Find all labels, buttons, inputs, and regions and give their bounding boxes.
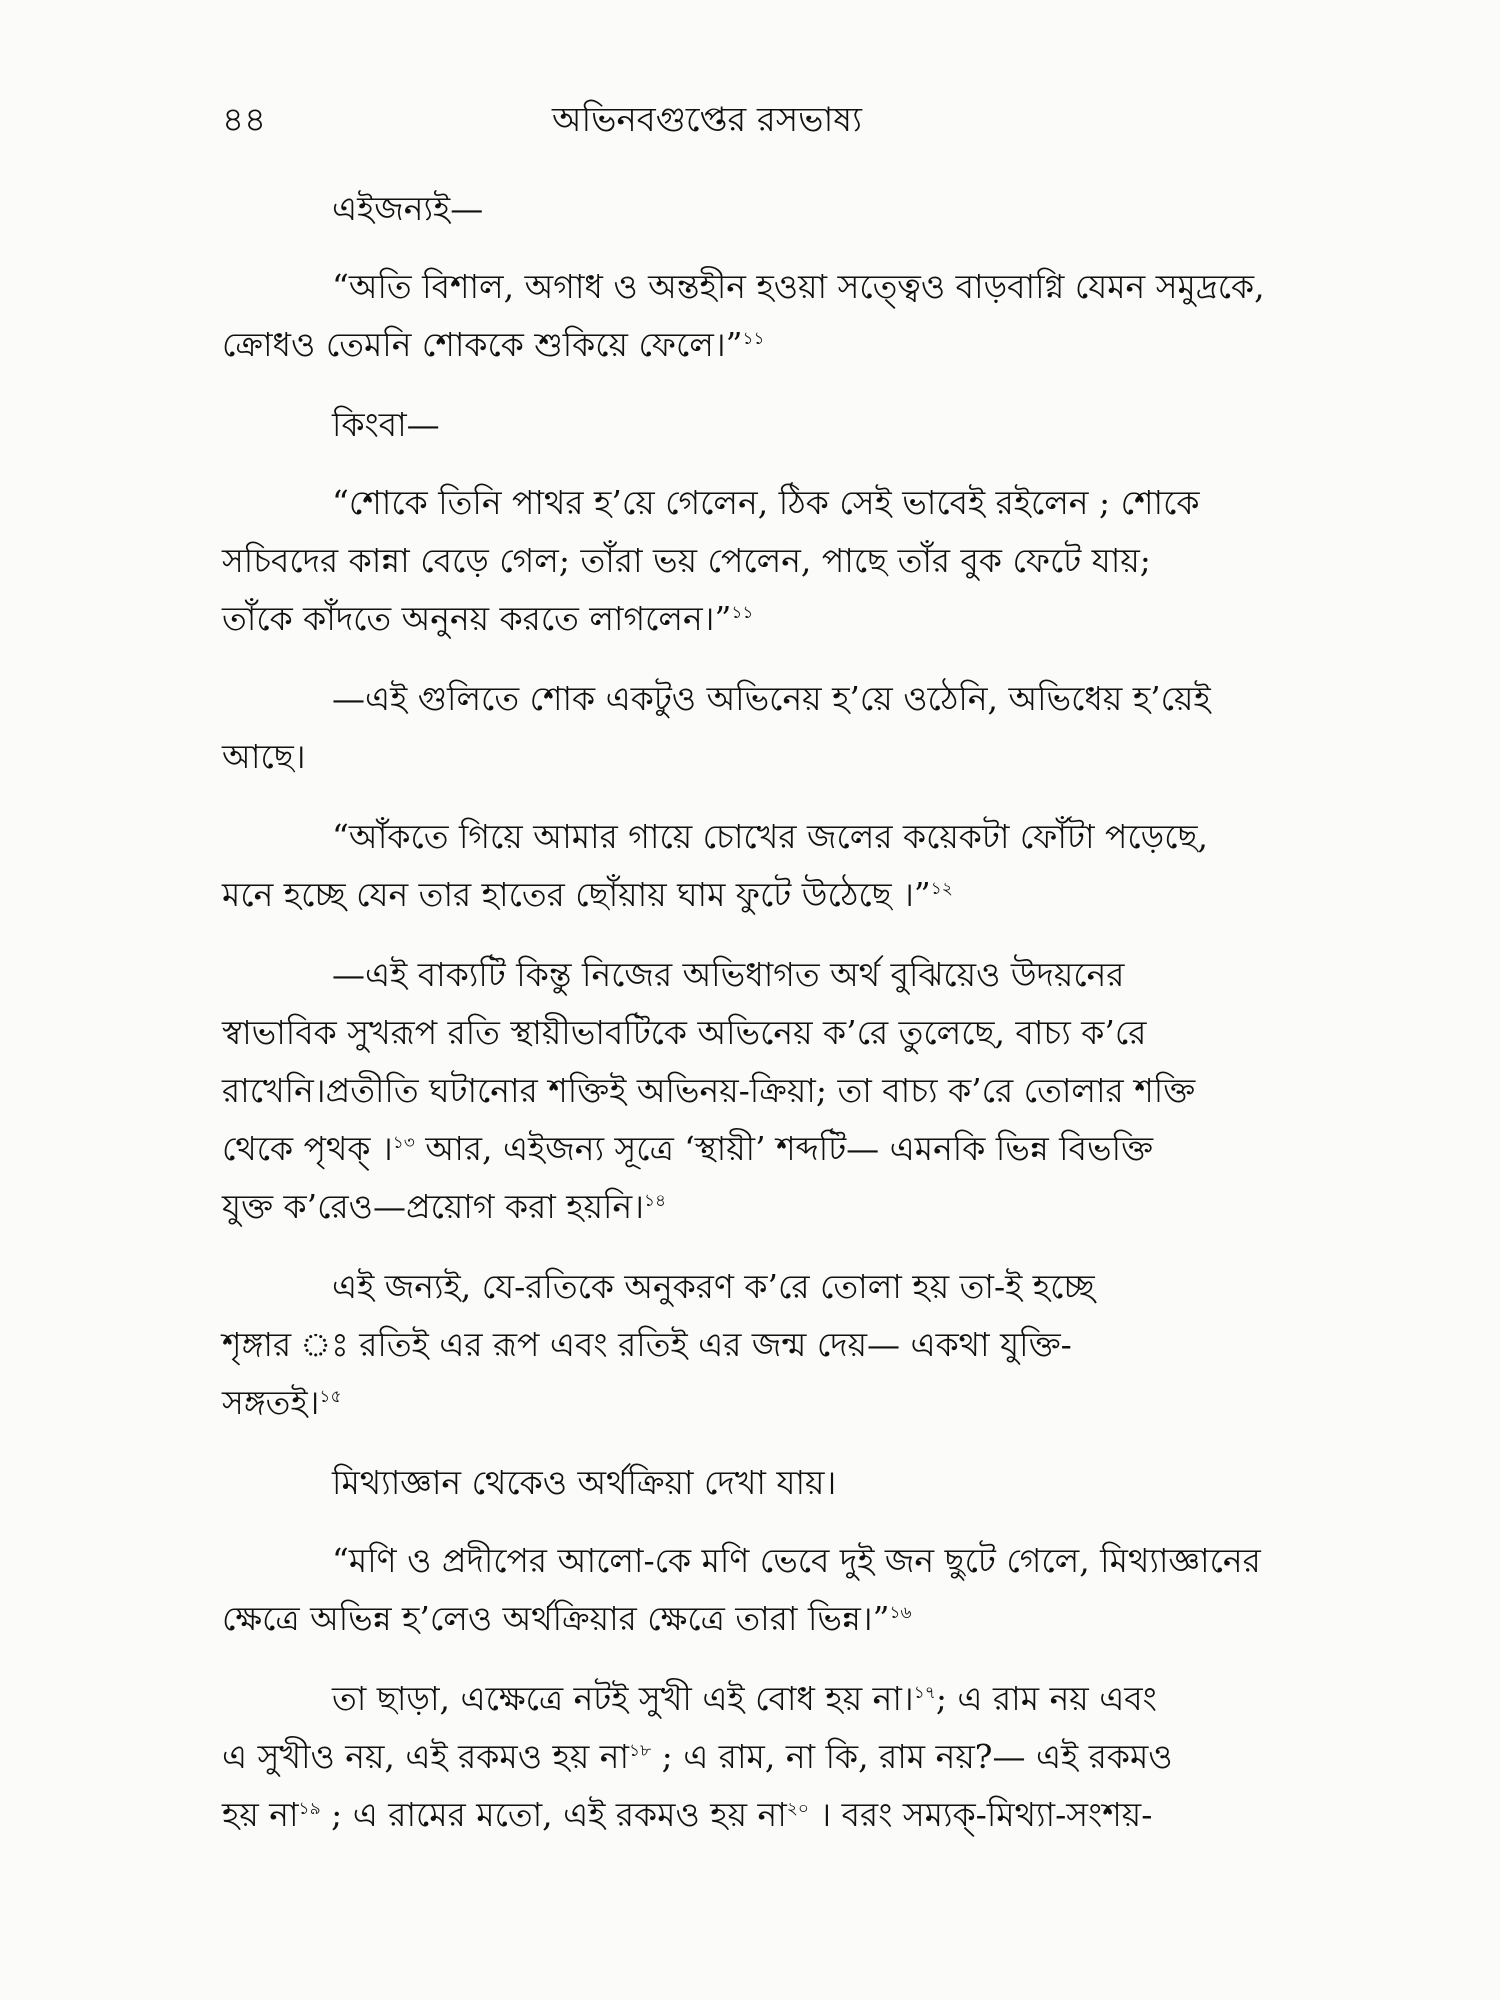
paragraph <box>222 180 1322 238</box>
footnote-marker: ১২ <box>930 879 953 899</box>
page-number: ৪৪ <box>222 100 267 140</box>
text-line: “শোকে তিনি পাথর হ’য়ে গেলেন, ঠিক সেই ভাবেই রইলেন ; শোকে <box>332 483 1200 522</box>
quote-paragraph <box>222 258 1322 374</box>
text-line: সঙ্গতই।$^{১৫}$ <box>222 1383 342 1422</box>
text-line: মনে হচ্ছে যেন তার হাতের ছোঁয়ায় ঘাম ফুটে উঠেছে ।”$^{১২}$ <box>222 875 953 914</box>
paragraph <box>222 1454 1322 1512</box>
body-text <box>222 180 1322 1866</box>
text-line: শৃঙ্গার ঃ রতিই এর রূপ এবং রতিই এর জন্ম দেয়— একথা যুক্তি- <box>222 1325 1072 1364</box>
paragraph <box>222 1258 1322 1432</box>
text-line: কিংবা— <box>332 405 440 444</box>
footnote-marker: ১৮ <box>629 1741 652 1761</box>
text-line: হয় না$^{১৯}$ ; এ রামের মতো, এই রকমও হয় না$^{২০}$ । বরং সম্যক্-মিথ্যা-সংশয়- <box>222 1795 1153 1834</box>
text-line: স্বাভাবিক সুখরূপ রতি স্থায়ীভাবটিকে অভিনেয় ক’রে তুলেছে, বাচ্য ক’রে <box>222 1013 1147 1052</box>
paragraph <box>222 1670 1322 1844</box>
text-line: “মণি ও প্রদীপের আলো-কে মণি ভেবে দুই জন ছুটে গেলে, মিথ্যাজ্ঞানের <box>332 1541 1261 1580</box>
footnote-marker: ২০ <box>786 1799 809 1819</box>
text-line: মিথ্যাজ্ঞান থেকেও অর্থক্রিয়া দেখা যায়। <box>332 1463 837 1502</box>
footnote-marker: ১৭ <box>913 1683 936 1703</box>
text-line: —এই গুলিতে শোক একটুও অভিনেয় হ’য়ে ওঠেনি, অভিধেয় হ’য়েই <box>332 679 1211 718</box>
paragraph <box>222 670 1322 786</box>
text-line: যুক্ত ক’রেও—প্রয়োগ করা হয়নি।$^{১৪}$ <box>222 1187 667 1226</box>
text-line: “আঁকতে গিয়ে আমার গায়ে চোখের জলের কয়েকটা ফোঁটা পড়েছে, <box>332 817 1208 856</box>
text-line: এই জন্যই, যে-রতিকে অনুকরণ ক’রে তোলা হয় তা-ই হচ্ছে <box>332 1267 1095 1306</box>
footnote-marker: ১৪ <box>644 1191 667 1211</box>
footnote-marker: ১৫ <box>319 1387 342 1407</box>
text-line: সচিবদের কান্না বেড়ে গেল; তাঁরা ভয় পেলেন, পাছে তাঁর বুক ফেটে যায়; <box>222 541 1151 580</box>
quote-paragraph <box>222 808 1322 924</box>
text-line: ক্রোধও তেমনি শোককে শুকিয়ে ফেলে।”$^{১১}$ <box>222 325 765 364</box>
text-line: এইজন্যই— <box>332 189 484 228</box>
text-line: তা ছাড়া, এক্ষেত্রে নটই সুখী এই বোধ হয় না।$^{১৭}$; এ রাম নয় এবং <box>332 1679 1157 1718</box>
paragraph <box>222 946 1322 1236</box>
text-line: থেকে পৃথক্ ।$^{১৩}$ আর, এইজন্য সূত্রে ‘স্থায়ী’ শব্দটি— এমনকি ভিন্ন বিভক্তি <box>222 1129 1154 1168</box>
footnote-marker: ১১ <box>742 329 765 349</box>
text-line: “অতি বিশাল, অগাধ ও অন্তহীন হওয়া সত্ত্বেও বাড়বাগ্নি যেমন সমুদ্রকে, <box>332 267 1265 306</box>
text-line: —এই বাক্যটি কিন্তু নিজের অভিধাগত অর্থ বুঝিয়েও উদয়নের <box>332 955 1125 994</box>
text-line: তাঁকে কাঁদতে অনুনয় করতে লাগলেন।”$^{১১}$ <box>222 599 754 638</box>
quote-paragraph <box>222 1532 1322 1648</box>
page-header <box>222 92 1322 148</box>
text-line: আছে। <box>222 737 306 776</box>
text-line: রাখেনি।প্রতীতি ঘটানোর শক্তিই অভিনয়-ক্রিয়া; তা বাচ্য ক’রে তোলার শক্তি <box>222 1071 1196 1110</box>
footnote-marker: ১১ <box>731 603 754 623</box>
footnote-marker: ১৯ <box>298 1799 321 1819</box>
footnote-marker: ১৩ <box>392 1133 415 1153</box>
running-title: অভিনবগুপ্তের রসভাষ্য <box>552 100 862 140</box>
paragraph <box>222 396 1322 454</box>
text-line: এ সুখীও নয়, এই রকমও হয় না$^{১৮}$ ; এ রাম, না কি, রাম নয়?— এই রকমও <box>222 1737 1173 1776</box>
quote-paragraph <box>222 474 1322 648</box>
text-line: ক্ষেত্রে অভিন্ন হ’লেও অর্থক্রিয়ার ক্ষেত্রে তারা ভিন্ন।”$^{১৬}$ <box>222 1599 912 1638</box>
footnote-marker: ১৬ <box>889 1603 912 1623</box>
